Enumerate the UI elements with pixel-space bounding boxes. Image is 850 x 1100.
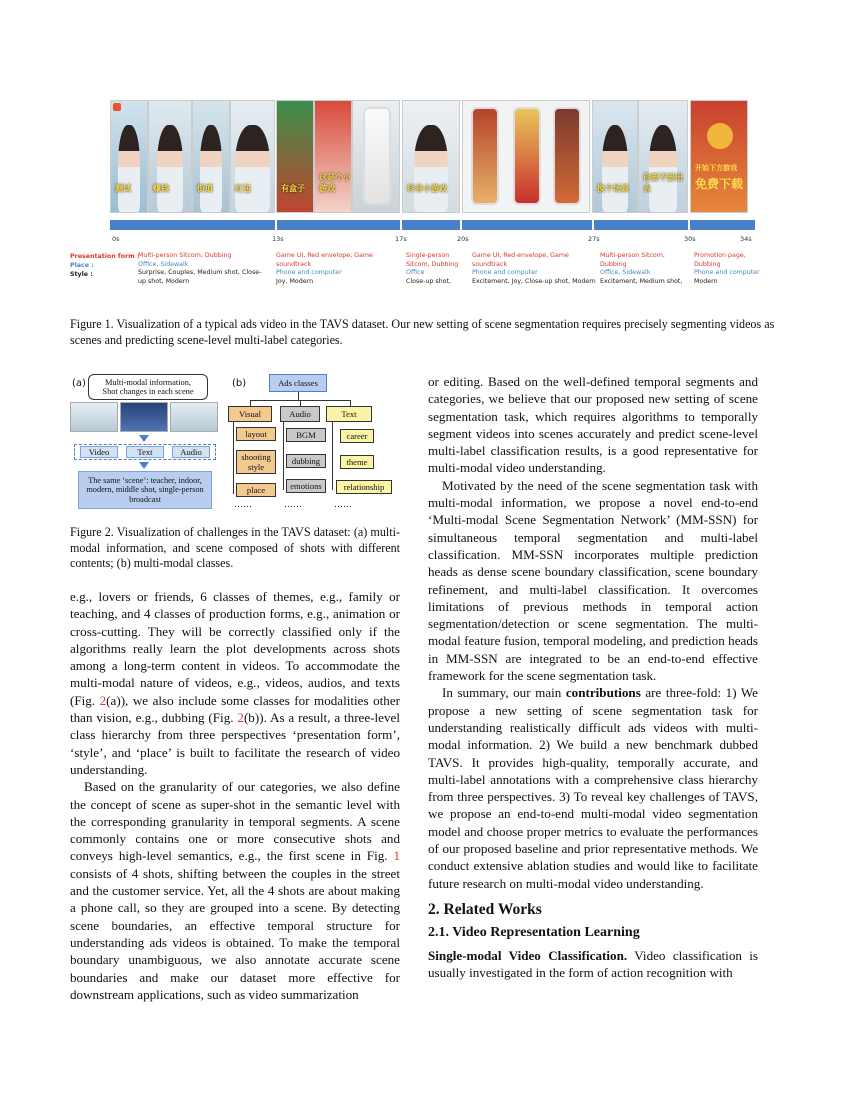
segment-style: Modern xyxy=(694,277,718,285)
frame-thumbnail xyxy=(110,100,148,213)
class-root: Ads classes xyxy=(269,374,327,392)
time-label: 34s xyxy=(740,235,752,243)
frame-caption: 换个场景 xyxy=(597,184,629,193)
timeline-bar xyxy=(110,220,755,230)
timeline-tick xyxy=(275,220,277,230)
branch-text: Text xyxy=(326,406,372,422)
time-label: 17s xyxy=(395,235,407,243)
paragraph xyxy=(70,778,400,1003)
left-column xyxy=(70,588,400,1003)
segment-place: Phone and computer xyxy=(694,269,760,277)
frame-caption: 测试 xyxy=(115,184,131,193)
segment-form: Promotion page, Dubbing xyxy=(694,252,746,268)
time-label: 30s xyxy=(684,235,696,243)
ellipsis: …… xyxy=(234,499,252,509)
figure-ref[interactable]: 1 xyxy=(393,848,400,864)
text-run: In summary, our main xyxy=(442,685,566,701)
multimodal-info-box: Multi-modal information, Shot changes in each scene xyxy=(88,374,208,400)
tree-connector xyxy=(283,422,284,490)
segment-attrs xyxy=(600,252,692,286)
modality-audio: Audio xyxy=(172,446,210,458)
frame-thumbnail xyxy=(592,100,638,213)
timeline-tick xyxy=(592,220,594,230)
paragraph: or editing. Based on the well-defined temporal segments and categories, we believe that our proposed new setting of scene segmentation task, which requires algorithms to temporally segment videos into scenes accurately and predict scene-level multi-label classification results, is a good representative for multi-modal video understanding. xyxy=(428,374,758,476)
visual-item-shooting-style: shooting style xyxy=(236,450,276,474)
segment-style: Excitement, Joy, Close-up shot, Modern xyxy=(472,277,596,285)
segment-place: Office xyxy=(406,269,425,277)
text-run: (a)), we also include some classes for modalities other than vision, e.g., dubbing (Fig. xyxy=(70,692,400,726)
audio-item-dubbing: dubbing xyxy=(286,454,326,468)
text-run: Video classification is usually investigated in the form of action recognition with xyxy=(428,947,758,980)
frame-caption: 你要不要出去 xyxy=(643,173,683,193)
tree-connector xyxy=(233,422,234,494)
ellipsis: …… xyxy=(284,499,302,509)
text-run: consists of 4 shots, shifting between the couples in the street and the customer service. Yet, all the 4 shots are about making a phone call, so they are grouped into a scene. By detecting scene boundaries, an effective temporal structure for understanding ads videos is obtained. To make the temporal boundary unambiguous, we also annotate accurate scene boundaries and make our dataset more effective for downstream applications, such as video summarization xyxy=(70,865,400,1002)
paragraph xyxy=(428,947,758,982)
figure-1-caption: Figure 1. Visualization of a typical ads video in the TAVS dataset. Our new setting of scene segmentation requires precisely segmenting videos as scenes and predicting scene-level multi-label categories. xyxy=(70,317,775,347)
figure-2 xyxy=(70,372,400,517)
segment-place: Phone and computer xyxy=(472,269,538,277)
frame-caption: 街道 xyxy=(197,184,213,193)
down-arrow xyxy=(139,462,149,469)
tree-connector xyxy=(332,422,333,490)
timeline-tick xyxy=(460,220,462,230)
paragraph xyxy=(70,588,400,778)
section-heading: 2. Related Works xyxy=(428,900,542,918)
promo-text: 免费下载 xyxy=(695,177,744,191)
paragraph: Motivated by the need of the scene segmentation task with multi-modal information, we propose a novel end-to-end ‘Multi-modal Scene Segmentation Network’ (MM-SSN) for simultaneous temporal segmentation and multi-label classification. MM-SSN incorporates multiple prediction heads as dense scene boundary classification, scene boundary refinement, and multi-label classification. It overcomes limitations of previous methods in temporal action segmentation/detection or scene segmentation. The multi-modal feature fusion, temporal modeling, and prediction heads in MM-SSN are integrated to be an end-to-end effective framework for the scene segmentation task. xyxy=(428,477,758,684)
video-shot xyxy=(120,402,168,432)
video-shot xyxy=(70,402,118,432)
frame-thumbnail xyxy=(314,100,352,213)
attr-key-style: Style : xyxy=(70,271,93,278)
time-label: 13s xyxy=(272,235,284,243)
segment-form: Multi-person Sitcom, Dubbing xyxy=(138,252,232,259)
text-item-career: career xyxy=(340,429,374,443)
branch-visual: Visual xyxy=(228,406,272,422)
frame-caption: 抖音小游戏 xyxy=(407,184,447,193)
frame-thumbnail xyxy=(148,100,192,213)
time-label: 27s xyxy=(588,235,600,243)
figure-2-caption: Figure 2. Visualization of challenges in the TAVS dataset: (a) multi-modal information, and scene composed of shots with different contents; (b) multi-modal classes. xyxy=(70,525,400,571)
text-item-relationship: relationship xyxy=(336,480,392,494)
segment-style: Close-up shot, xyxy=(406,277,452,285)
time-label: 0s xyxy=(112,235,120,243)
frame-caption: 赚钱 xyxy=(153,184,169,193)
promo-text: 开始下方游戏 xyxy=(695,164,737,172)
ellipsis: …… xyxy=(334,499,352,509)
segment-form: Game UI, Red envelope, Game soundtrack xyxy=(276,252,373,268)
text-run: are three-fold: 1) We propose a new setting of scene segmentation task for understanding realistically difficult ads videos with multi-modal information. 2) We build a new benchmark dubbed TAVS. It provides high-quality, temporally accurate, and multi-label annotations with a comprehensive class hierarchy from three perspectives. 3) To reveal key challenges of TAVS, we propose an end-to-end multi-modal video segmentation model and choose proper metrics to evaluate the performances of our proposed baseline and prior representative methods. We conduct extensive ablation studies and would like to facilitate future research on multi-modal video understanding. xyxy=(428,685,758,891)
visual-item-layout: layout xyxy=(236,427,276,441)
bold-text: Single-modal Video Classification. xyxy=(428,947,628,963)
text-run: Based on the granularity of our categories, we also define the concept of scene as super-shot in the semantic level with the corresponding granularity in temporal segments. A scene commonly contains one or more consecutive shots and conveys high-level semantics, e.g., the first scene in Fig. xyxy=(70,779,400,864)
attr-key-form: Presentation form : xyxy=(70,253,140,260)
audio-item-emotions: emotions xyxy=(286,479,326,493)
subsection-heading: 2.1. Video Representation Learning xyxy=(428,925,640,941)
frame-thumbnail xyxy=(192,100,230,213)
frame-thumbnail xyxy=(638,100,688,213)
paragraph xyxy=(428,684,758,892)
figure-ref[interactable]: 2 xyxy=(237,710,244,726)
segment-style: Excitement, Medium shot, xyxy=(600,277,683,285)
visual-item-place: place xyxy=(236,483,276,497)
timeline-tick xyxy=(688,220,690,230)
branch-audio: Audio xyxy=(280,406,320,422)
frame-caption: 这是个小游戏 xyxy=(319,173,351,193)
frame-thumbnail xyxy=(462,100,590,213)
down-arrow xyxy=(139,435,149,442)
text-run: e.g., lovers or friends, 6 classes of themes, e.g., family or teaching, and 4 classes of production forms, e.g., animation or cross-cutting. They will be correctly classified only if the algorithms really learn the plot developments across shots among a long-term content in videos. To accommodate the multi-modal nature of videos, e.g., videos, audios, and texts (Fig. xyxy=(70,589,400,708)
segment-style: Joy, Modern xyxy=(276,277,314,285)
panel-b-label: (b) xyxy=(232,378,247,389)
attr-key-place: Place : xyxy=(70,262,94,269)
bold-text: contributions xyxy=(565,685,641,701)
figure-ref[interactable]: 2 xyxy=(99,692,107,708)
modality-video: Video xyxy=(80,446,118,458)
right-column xyxy=(428,373,758,981)
segment-place: Phone and computer xyxy=(276,269,342,277)
frame-thumbnail xyxy=(276,100,314,213)
time-label: 20s xyxy=(457,235,469,243)
video-shot xyxy=(170,402,218,432)
frame-caption: 有盒子 xyxy=(281,184,305,193)
scene-attributes xyxy=(70,252,770,292)
segment-place: Office, Sidewalk xyxy=(138,260,189,268)
text-run: (b)). As a result, a three-level class hierarchy from three perspectives ‘presentation form’, ‘style’, and ‘place’ is built to facilitate the research of video understanding. xyxy=(70,710,400,777)
frame-thumbnail xyxy=(230,100,275,213)
segment-form: Single-person Sitcom, Dubbing xyxy=(406,252,459,268)
segment-form: Game UI, Red envelope, Game soundtrack xyxy=(472,252,569,268)
segment-attrs xyxy=(138,252,268,286)
frame-thumbnail xyxy=(352,100,400,213)
segment-style: Surprise, Couples, Medium shot, Close-up shot, Modern xyxy=(138,269,262,285)
segment-attrs xyxy=(472,252,600,286)
frame-thumbnail xyxy=(402,100,460,213)
frame-caption: 红包 xyxy=(235,184,251,193)
timeline-tick xyxy=(400,220,402,230)
segment-place: Office, Sidewalk xyxy=(600,269,651,277)
modality-text: Text xyxy=(126,446,164,458)
segment-attrs xyxy=(694,252,770,286)
audio-item-bgm: BGM xyxy=(286,428,326,442)
tree-connector xyxy=(298,392,299,400)
segment-attrs xyxy=(276,252,406,286)
segment-attrs xyxy=(406,252,466,286)
panel-a-label: (a) xyxy=(72,378,86,389)
promotion-thumbnail xyxy=(690,100,748,213)
segment-form: Multi-person Sitcom, Dubbing xyxy=(600,252,665,268)
scene-description-box: The same ‘scene’: teacher, indoor, modern, middle shot, single-person broadcast xyxy=(78,471,212,509)
text-item-theme: theme xyxy=(340,455,374,469)
